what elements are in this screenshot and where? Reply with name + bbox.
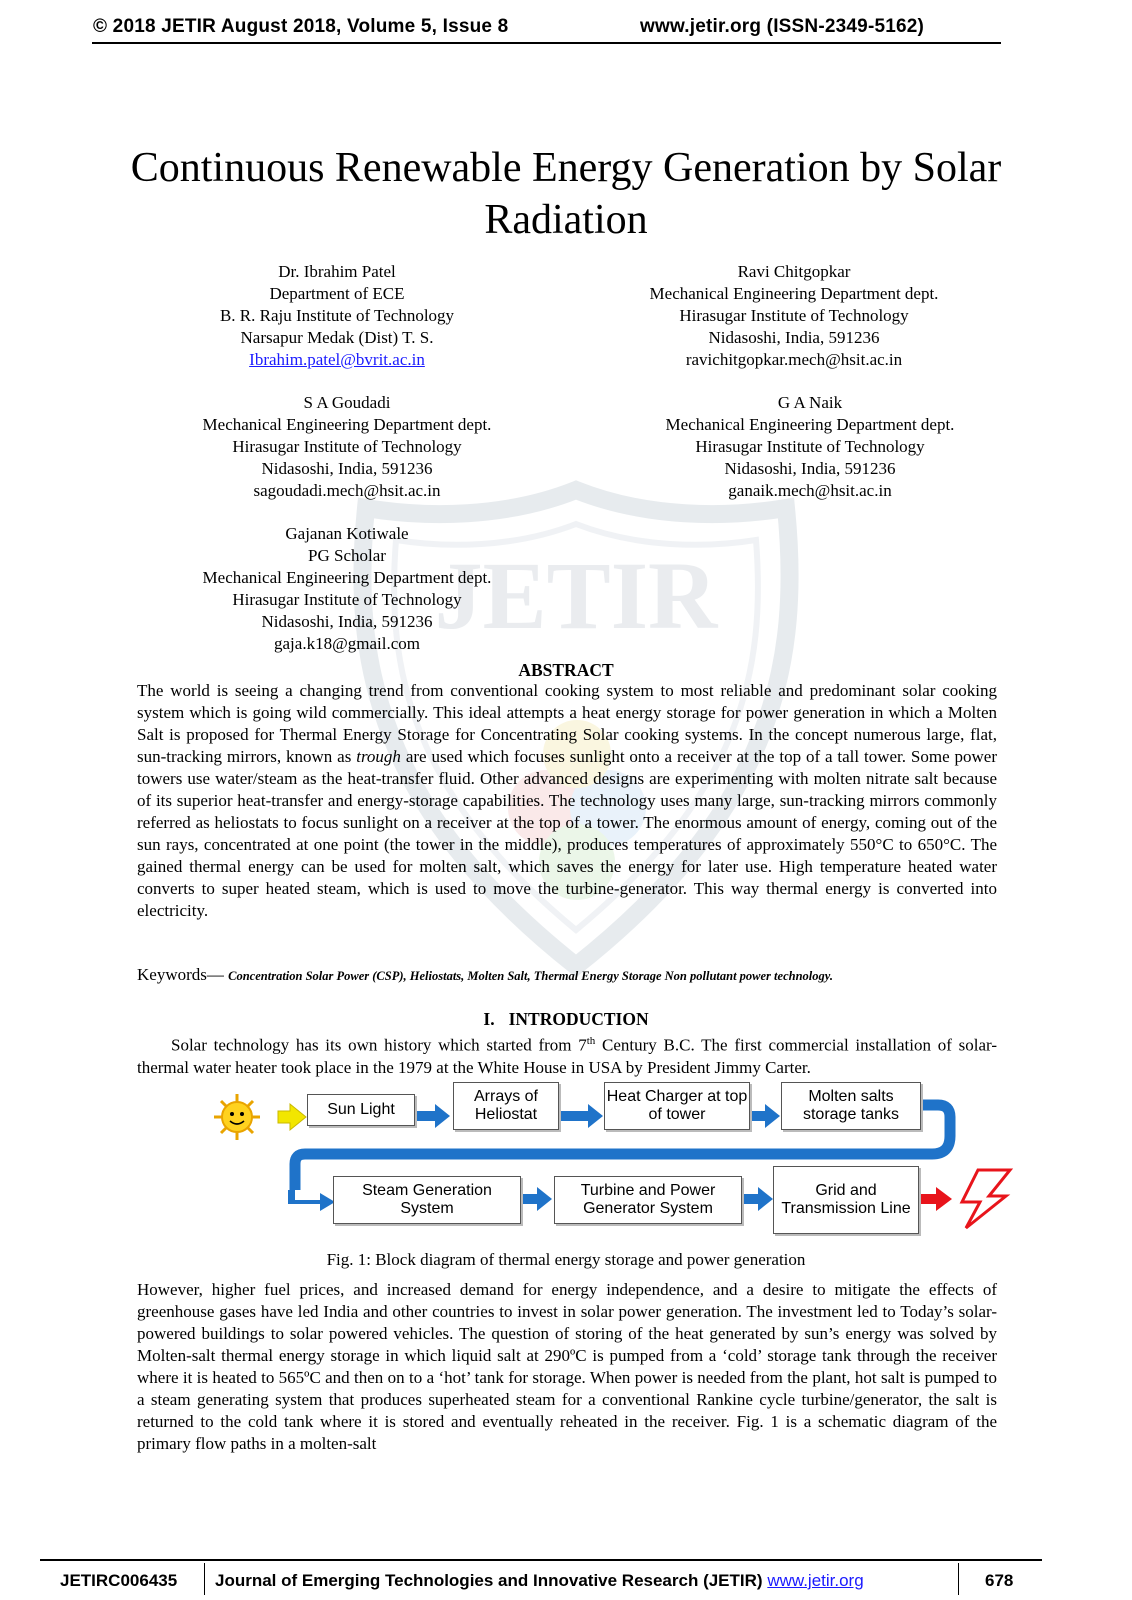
running-header-right: www.jetir.org (ISSN-2349-5162) [640, 16, 925, 37]
author-dept: Mechanical Engineering Department dept. [202, 415, 492, 434]
footer-rule [40, 1559, 1042, 1561]
author-name: S A Goudadi [303, 393, 391, 412]
box-heat-charger: Heat Charger at top of tower [604, 1082, 750, 1130]
box-sun-light: Sun Light [307, 1094, 415, 1126]
author-email: sagoudadi.mech@hsit.ac.in [253, 481, 441, 500]
author-block-2 [614, 261, 974, 371]
footer-journal: Journal of Emerging Technologies and Innovative Research (JETIR) www.jetir.org [215, 1571, 864, 1590]
author-dept: Department of ECE [269, 284, 405, 303]
author-address: Nidasoshi, India, 591236 [261, 459, 433, 478]
svg-text:JETIR: JETIR [434, 542, 718, 649]
author-address: Nidasoshi, India, 591236 [261, 612, 433, 631]
author-address: Nidasoshi, India, 591236 [724, 459, 896, 478]
author-block-5 [167, 523, 527, 655]
author-dept: Mechanical Engineering Department dept. [665, 415, 955, 434]
keywords-label: Keywords— [137, 965, 224, 984]
running-header-left: © 2018 JETIR August 2018, Volume 5, Issue 8 [93, 16, 509, 37]
author-email: ganaik.mech@hsit.ac.in [728, 481, 892, 500]
section-number: I. [483, 1009, 495, 1029]
box-steam-generation: Steam Generation System [333, 1176, 521, 1224]
author-role: PG Scholar [308, 546, 386, 565]
author-institution: Hirasugar Institute of Technology [695, 437, 925, 456]
lightning-icon [962, 1170, 1010, 1228]
abstract-italic-term: trough [356, 747, 401, 766]
author-dept: Mechanical Engineering Department dept. [202, 568, 492, 587]
section-title: INTRODUCTION [508, 1009, 649, 1029]
abstract-text: The world is seeing a changing trend from conventional cooking system to most reliable and predominant solar cooking system which is going wild commercially. This ideal attempts a heat energy storage for power generation in which a Molten Salt is proposed for Thermal Energy Storage for Concentrating Solar cooking systems. In the concept numerous large, flat, sun-tracking mirrors, known as trough are used which focuses sunlight onto a receiver at the top of a tall tower. Some power towers use water/steam as the heat-transfer fluid. Other advanced designs are experimenting with molten nitrate salt because of its superior heat-transfer and energy-storage capabilities. The technology uses many large, sun-tracking mirrors commonly referred as heliostats to focus sunlight on a receiver at the top of a tower. The enormous amount of energy, coming out of the sun rays, concentrated at one point (the tower in the middle), produces temperatures of approximately 550°C to 650°C. The gained thermal energy can be used for molten salt, which saves the energy for later use. High temperature heated water converts to super heated steam, which is used to move the turbine-generator. This way thermal energy is converted into electricity. [137, 681, 997, 920]
author-name: Ravi Chitgopkar [737, 262, 851, 281]
footer-divider [204, 1563, 205, 1595]
intro-paragraph-1: Solar technology has its own history which started from 7th Century B.C. The first commercial installation of solar-thermal water heater took place in the 1979 at the White House in USA by President Jimmy Carter. [137, 1035, 997, 1077]
author-institution: Hirasugar Institute of Technology [232, 590, 462, 609]
output-arrow-icon [920, 1187, 952, 1211]
author-institution: Hirasugar Institute of Technology [679, 306, 909, 325]
author-name: G A Naik [777, 393, 843, 412]
author-institution: B. R. Raju Institute of Technology [219, 306, 455, 325]
box-heliostat: Arrays of Heliostat [453, 1082, 559, 1130]
section-heading-introduction [0, 1009, 1132, 1030]
abstract-heading: ABSTRACT [518, 660, 614, 680]
footer-page-number: 678 [985, 1571, 1014, 1590]
author-email: ravichitgopkar.mech@hsit.ac.in [685, 350, 903, 369]
author-email: gaja.k18@gmail.com [274, 634, 420, 653]
footer-divider [958, 1563, 959, 1595]
paper-title: Continuous Renewable Energy Generation by Solar Radiation [130, 145, 1002, 243]
author-name: Gajanan Kotiwale [285, 524, 409, 543]
author-address: Nidasoshi, India, 591236 [708, 328, 880, 347]
sun-icon [214, 1094, 260, 1140]
sun-arrow-icon [278, 1104, 306, 1130]
footer-url-link[interactable]: www.jetir.org [767, 1571, 864, 1590]
author-block-3 [167, 392, 527, 502]
author-address: Narsapur Medak (Dist) T. S. [240, 328, 434, 347]
keywords-line [137, 965, 833, 985]
box-molten-salts: Molten salts storage tanks [781, 1082, 921, 1130]
footer-paper-id: JETIRC006435 [60, 1571, 178, 1590]
box-grid-transmission: Grid and Transmission Line [773, 1166, 919, 1234]
author-block-4 [630, 392, 990, 502]
block-diagram-figure [210, 1090, 1030, 1250]
figure-caption: Fig. 1: Block diagram of thermal energy storage and power generation [326, 1250, 806, 1269]
author-email-link[interactable]: Ibrahim.patel@bvrit.ac.in [249, 350, 425, 369]
author-institution: Hirasugar Institute of Technology [232, 437, 462, 456]
author-dept: Mechanical Engineering Department dept. [649, 284, 939, 303]
intro-paragraph-2: However, higher fuel prices, and increased demand for energy independence, and a desire to mitigate the effects of greenhouse gases have led India and other countries to invest in solar power generation. The investment led to Today’s solar-powered buildings to solar powered vehicles. The question of storing of the heat generated by sun’s energy was solved by Molten-salt thermal energy storage in which liquid salt at 290ºC is pumped from a ‘cold’ storage tank through the receiver where it is heated to 565ºC and then on to a ‘hot’ tank for storage. When power is needed from the plant, hot salt is pumped to a steam generating system that produces superheated steam for a conventional Rankine cycle turbine/generator, the salt is returned to the cold tank where it is stored and eventually reheated in the receiver. Fig. 1 is a schematic diagram of the primary flow paths in a molten-salt [137, 1280, 997, 1453]
header-rule [92, 42, 1001, 44]
keywords-list: Concentration Solar Power (CSP), Heliostats, Molten Salt, Thermal Energy Storage Non pollutant power technology. [228, 969, 833, 983]
box-turbine-generator: Turbine and Power Generator System [554, 1176, 742, 1224]
author-name: Dr. Ibrahim Patel [278, 262, 396, 281]
author-block-1 [187, 261, 487, 371]
